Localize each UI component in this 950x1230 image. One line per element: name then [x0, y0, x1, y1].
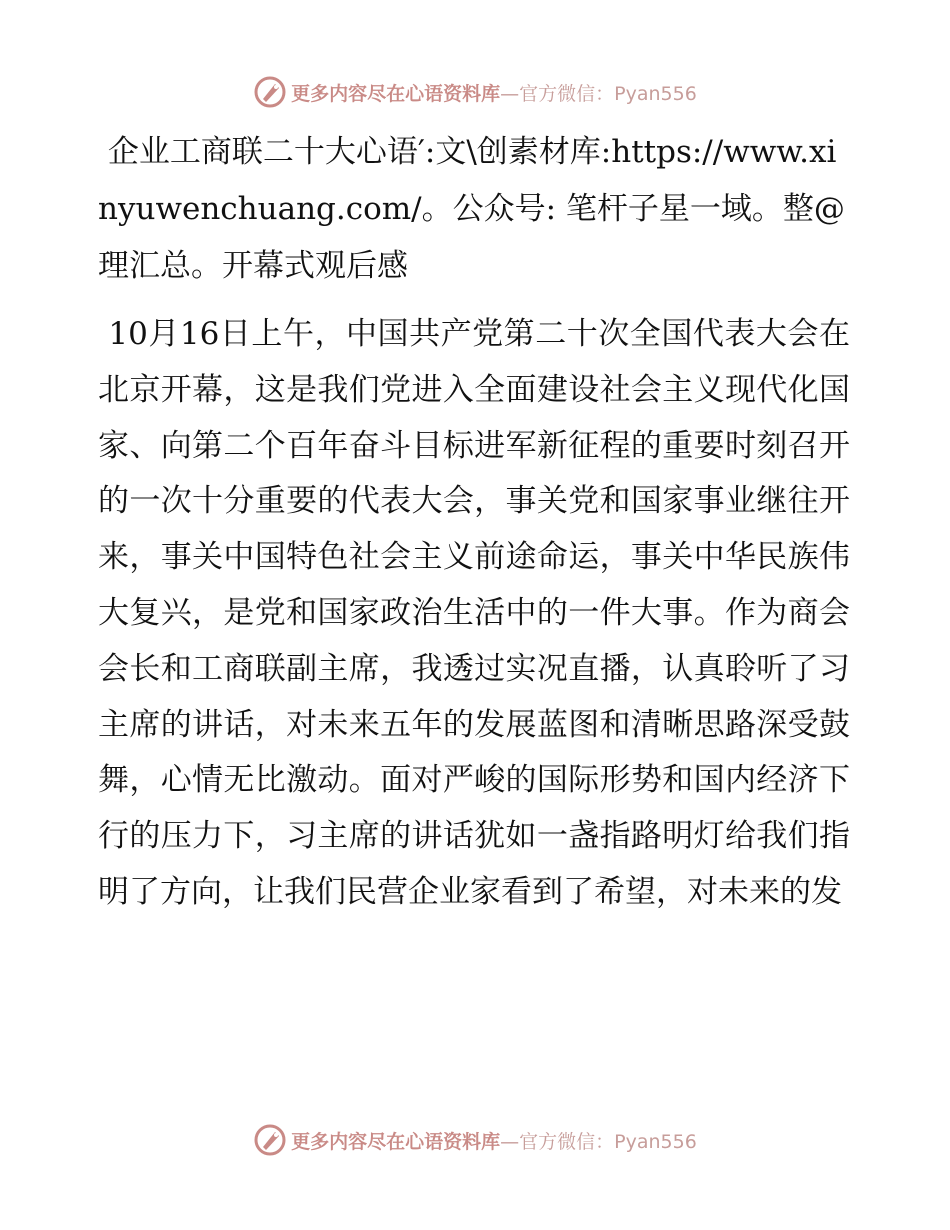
pen-nib-circle-icon: [253, 75, 287, 109]
footer-watermark: [0, 1120, 950, 1160]
document-body: [98, 124, 850, 921]
header-watermark: [0, 72, 950, 112]
pen-nib-circle-icon: [253, 1123, 287, 1157]
watermark-separator: —: [500, 82, 520, 105]
watermark-text: [291, 1127, 697, 1154]
watermark-separator: —: [500, 1130, 520, 1153]
watermark-text: [291, 79, 697, 106]
watermark-main: 更多内容尽在心语资料库: [291, 82, 501, 105]
document-paragraph: 10月16日上午，中国共产党第二十次全国代表大会在北京开幕，这是我们党进入全面建设社会主义现代化国家、向第二个百年奋斗目标进军新征程的重要时刻召开的一次十分重要的代表大会，事关党和国家事业继往开来，事关中国特色社会主义前途命运，事关中华民族伟大复兴，是党和国家政治生活中的一件大事。作为商会会长和工商联副主席，我透过实况直播，认真聆听了习主席的讲话，对未来五年的发展蓝图和清晰思路深受鼓舞，心情无比激动。面对严峻的国际形势和国内经济下行的压力下，习主席的讲话犹如一盏指路明灯给我们指明了方向，让我们民营企业家看到了希望，对未来的发: [98, 316, 850, 910]
document-heading: 企业工商联二十大心语′:文\创素材库:https://www.xinyuwenchuang.com/。公众号: 笔杆子星一域。整@理汇总。开幕式观后感: [98, 134, 845, 284]
watermark-wechat: 官方微信：Pyan556: [519, 82, 697, 105]
watermark-main: 更多内容尽在心语资料库: [291, 1130, 501, 1153]
watermark-wechat: 官方微信：Pyan556: [519, 1130, 697, 1153]
